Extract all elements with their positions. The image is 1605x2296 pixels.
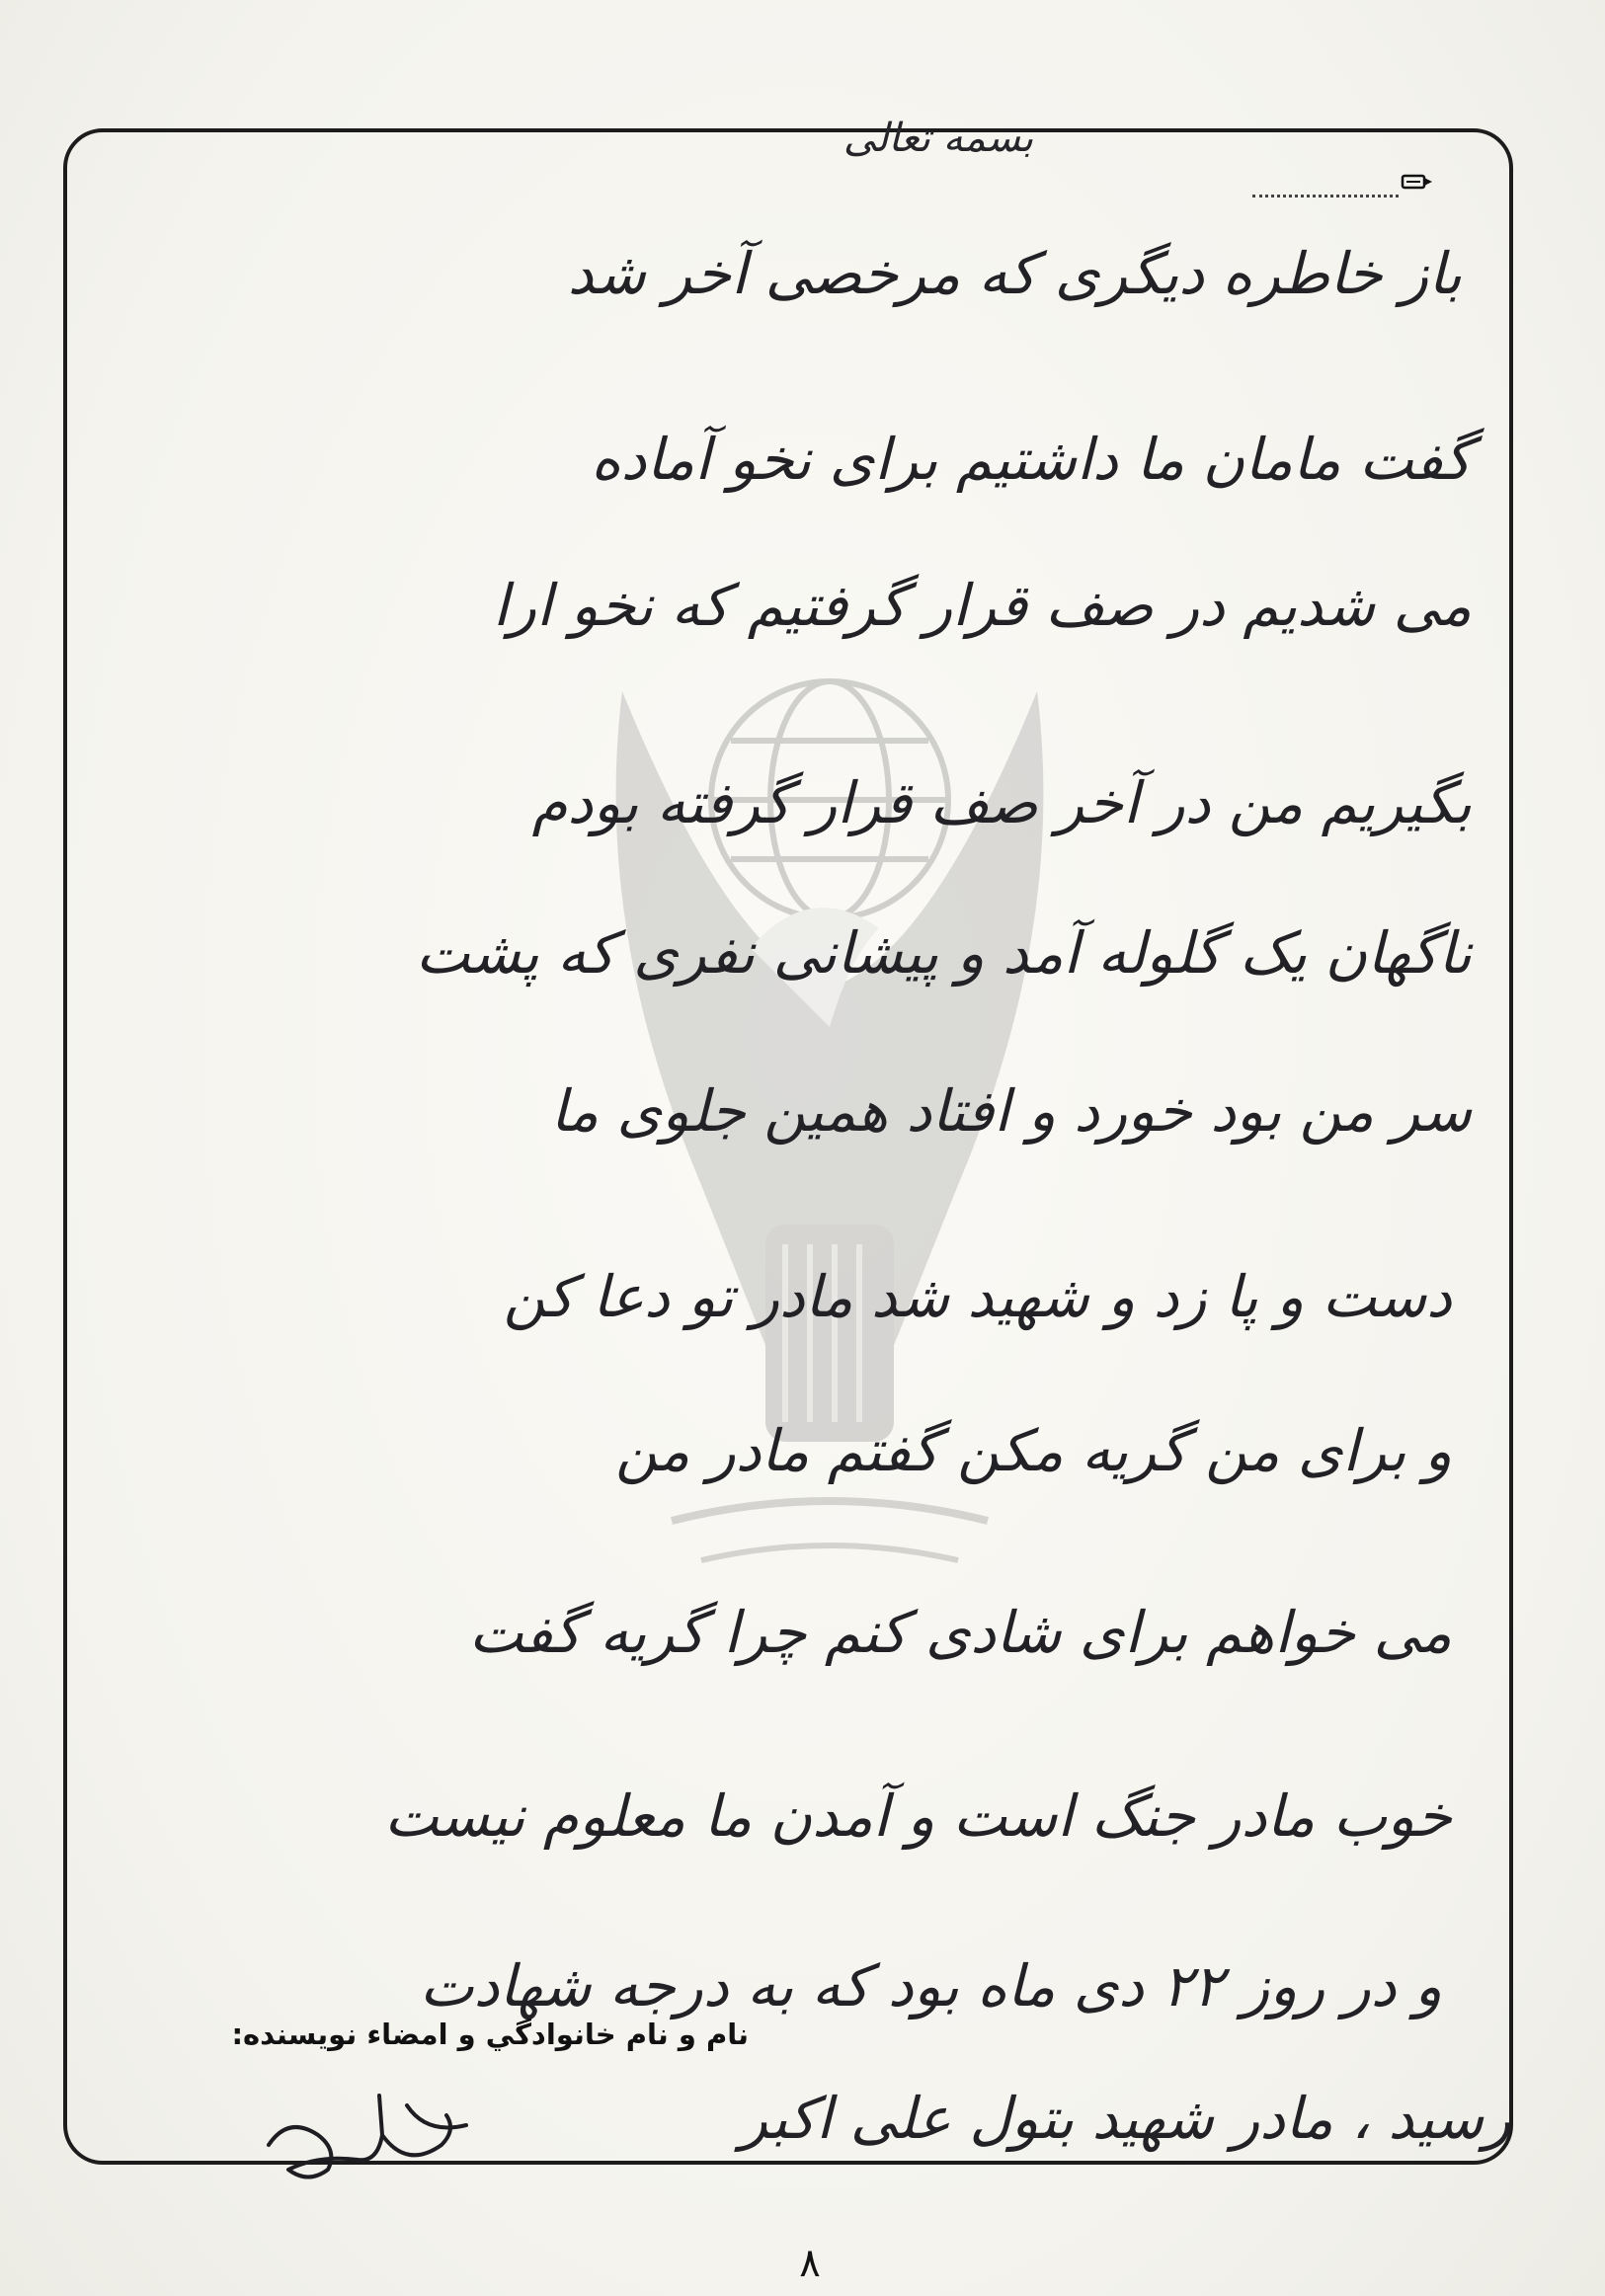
handwritten-line-3: می شدیم در صف قرار گرفتیم که نخو ارا [492, 572, 1472, 639]
handwritten-line-1: باز خاطره دیگری که مرخصی آخر شد [567, 240, 1462, 307]
handwritten-line-4: بگیریم من در آخر صف قرار گرفته بودم [531, 769, 1472, 836]
writer-signature-label: نام و نام خانوادگي و امضاء نويسنده: [231, 2018, 749, 2051]
handwritten-line-11: و در روز ۲۲ دی ماه بود که به درجه شهادت [419, 1952, 1442, 2019]
pen-icon [1401, 170, 1434, 196]
handwritten-line-2: گفت مامان ما داشتیم برای نخو آماده [591, 426, 1472, 493]
dotted-rule [1252, 195, 1399, 198]
page-number: ۸ [799, 2241, 821, 2286]
handwritten-line-9: می خواهم برای شادی کنم چرا گریه گفت [468, 1599, 1452, 1666]
handwritten-line-8: و برای من گریه مکن گفتم مادر من [615, 1417, 1452, 1484]
handwritten-signature [259, 2076, 486, 2194]
handwritten-line-7: دست و پا زد و شهید شد مادر تو دعا کن [503, 1263, 1452, 1330]
handwritten-line-12: رسید ، مادر شهید بتول علی اکبر [740, 2085, 1511, 2152]
bismillah-heading: بسمه تعالی [843, 116, 1034, 161]
handwritten-line-5: ناگهان یک گلوله آمد و پیشانی نفری که پشت [415, 919, 1472, 987]
handwritten-line-10: خوب مادر جنگ است و آمدن ما معلوم نیست [384, 1782, 1452, 1850]
handwritten-line-6: سر من بود خورد و افتاد همین جلوی ما [550, 1077, 1472, 1145]
